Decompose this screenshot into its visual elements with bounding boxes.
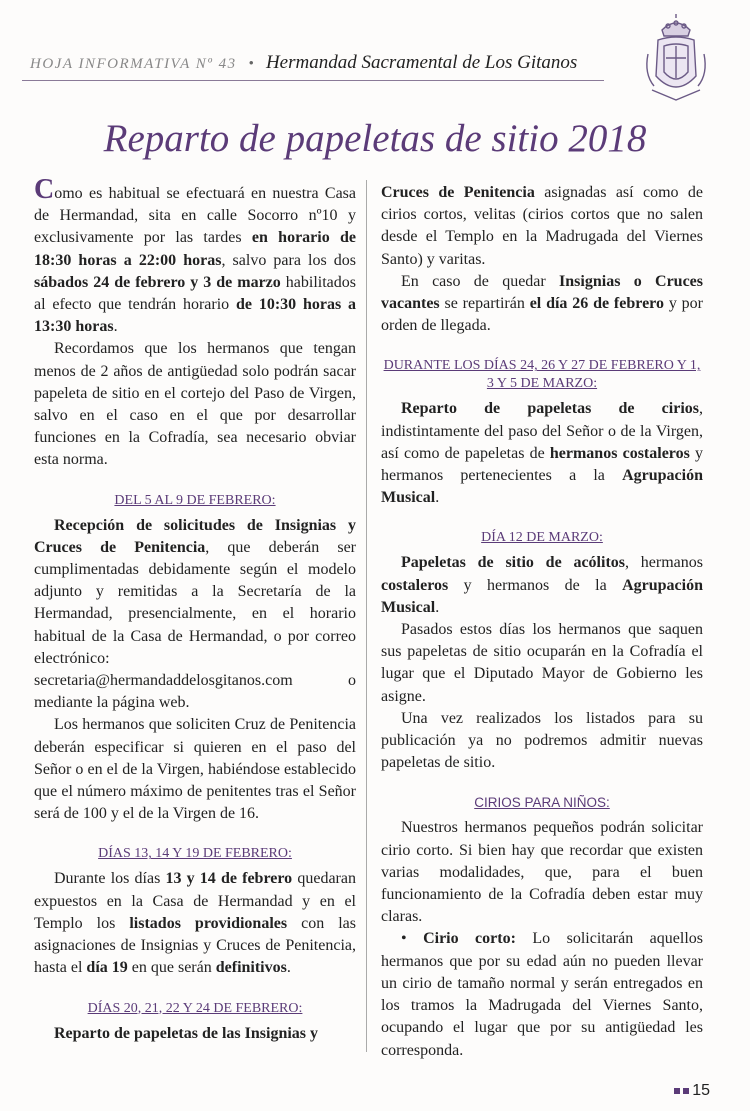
insignia-distribution-paragraph: Reparto de papeletas de las Insignias y <box>54 1024 319 1042</box>
brotherhood-name: Hermandad Sacramental de Los Gitanos <box>265 52 578 73</box>
header-separator: • <box>248 56 254 72</box>
issue-label: HOJA INFORMATIVA Nº 43 <box>30 56 237 72</box>
lists-paragraph: Durante los días 13 y 14 de febrero quedaran expuestos en la Casa de Hermandad y en el Templo los listados providionales con las asignaciones de Insignias y Cruces de Penitencia, hasta el día 19 en que serán definitivos. <box>34 870 357 977</box>
right-column <box>381 182 703 1062</box>
page-number: 15 <box>674 1082 710 1100</box>
applications-paragraph: Recepción de solicitudes de Insignias y Cruces de Penitencia, que deberán ser cumplimentadas debidamente según el modelo adjunto y remitidas a la Secretaría de la Hermandad, presencialmente, en el horario habitual de la Casa de Hermandad, o por correo electrónico: secretaria@hermandaddelosgitanos.com o mediante la página web. <box>34 516 357 712</box>
section-heading-feb-5-9: DEL 5 AL 9 DE FEBRERO: <box>114 492 276 508</box>
vacant-insignias-paragraph: En caso de quedar Insignias o Cruces vacantes se repartirán el día 26 de febrero y por orden de llegada. <box>381 272 704 335</box>
brotherhood-emblem-icon <box>636 14 716 102</box>
page-header <box>30 52 610 78</box>
section-heading-children: CIRIOS PARA NIÑOS: <box>474 795 610 811</box>
acolytes-paragraph: Papeletas de sitio de acólitos, hermanos costaleros y hermanos de la Agrupación Musical. <box>381 554 704 616</box>
header-rule <box>22 80 604 81</box>
page-marker-icon <box>683 1088 689 1094</box>
short-candle-paragraph: • Cirio corto: Lo solicitarán aquellos hermanos que por su edad aún no pueden llevar un cirio de tamaño normal y serán entregados en los tramos la Madrugada del Viernes Santo, ocupando el lugar que por su antigüedad les corresponda. <box>381 930 704 1059</box>
intro-paragraph: Como es habitual se efectuará en nuestra Casa de Hermandad, sita en calle Socorro nº10 y exclusivamente por las tardes en horario de 18:30 horas a 22:00 horas, salvo para los dos sábados 24 de febrero y 3 de marzo habilitados al efecto que tendrán horario de 10:30 horas a 13:30 horas. <box>34 174 357 336</box>
left-column <box>34 174 357 1045</box>
children-paragraph: Nuestros hermanos pequeños podrán solicitar cirio corto. Si bien hay que recordar que existen varias modalidades, que, para el buen funcionamiento de la Cofradía deben estar muy claras. <box>381 819 703 926</box>
crosses-continuation-paragraph: Cruces de Penitencia asignadas así como de cirios cortos, velitas (cirios cortos que no salen desde el Templo en la Madrugada del Viernes Santo) y varitas. <box>381 184 703 268</box>
candles-paragraph: Reparto de papeletas de cirios, indistintamente del paso del Señor o de la Virgen, así como de papeletas de hermanos costaleros y hermanos pertenecientes a la Agrupación Musical. <box>381 400 704 507</box>
section-heading-feb-mar: DURANTE LOS DÍAS 24, 26 Y 27 DE FEBRERO Y 1, 3 Y 5 DE MARZO: <box>383 358 701 392</box>
lists-published-paragraph: Una vez realizados los listados para su publicación ya no podremos admitir nuevas papeletas de sitio. <box>381 709 703 772</box>
penitence-cross-paragraph: Los hermanos que soliciten Cruz de Penitencia deberán especificar si quieren en el paso del Señor o en el de la Virgen, habiéndose establecido que el número máximo de penitentes tras el Señor será de 100 y el de la Virgen de 16. <box>34 716 356 823</box>
article-title: Reparto de papeletas de sitio 2018 <box>103 117 647 160</box>
page-marker-icon <box>674 1088 680 1094</box>
section-heading-mar-12: DÍA 12 DE MARZO: <box>481 530 603 546</box>
section-heading-feb-20-24: DÍAS 20, 21, 22 Y 24 DE FEBRERO: <box>87 1000 303 1016</box>
seniority-paragraph: Recordamos que los hermanos que tengan menos de 2 años de antigüedad solo podrán sacar papeleta de sitio en el cortejo del Paso de Virgen, salvo en el caso en el que por desarrollar funciones en la Cofradía, sea necesario obviar esta norma. <box>34 340 356 469</box>
column-divider <box>366 180 367 1052</box>
after-days-paragraph: Pasados estos días los hermanos que saquen sus papeletas de sitio ocuparán en la Cofradía el lugar que el Diputado Mayor de Gobierno les asigne. <box>381 621 703 705</box>
drop-cap: C <box>34 174 55 205</box>
section-heading-feb-13-19: DÍAS 13, 14 Y 19 DE FEBRERO: <box>98 846 292 862</box>
